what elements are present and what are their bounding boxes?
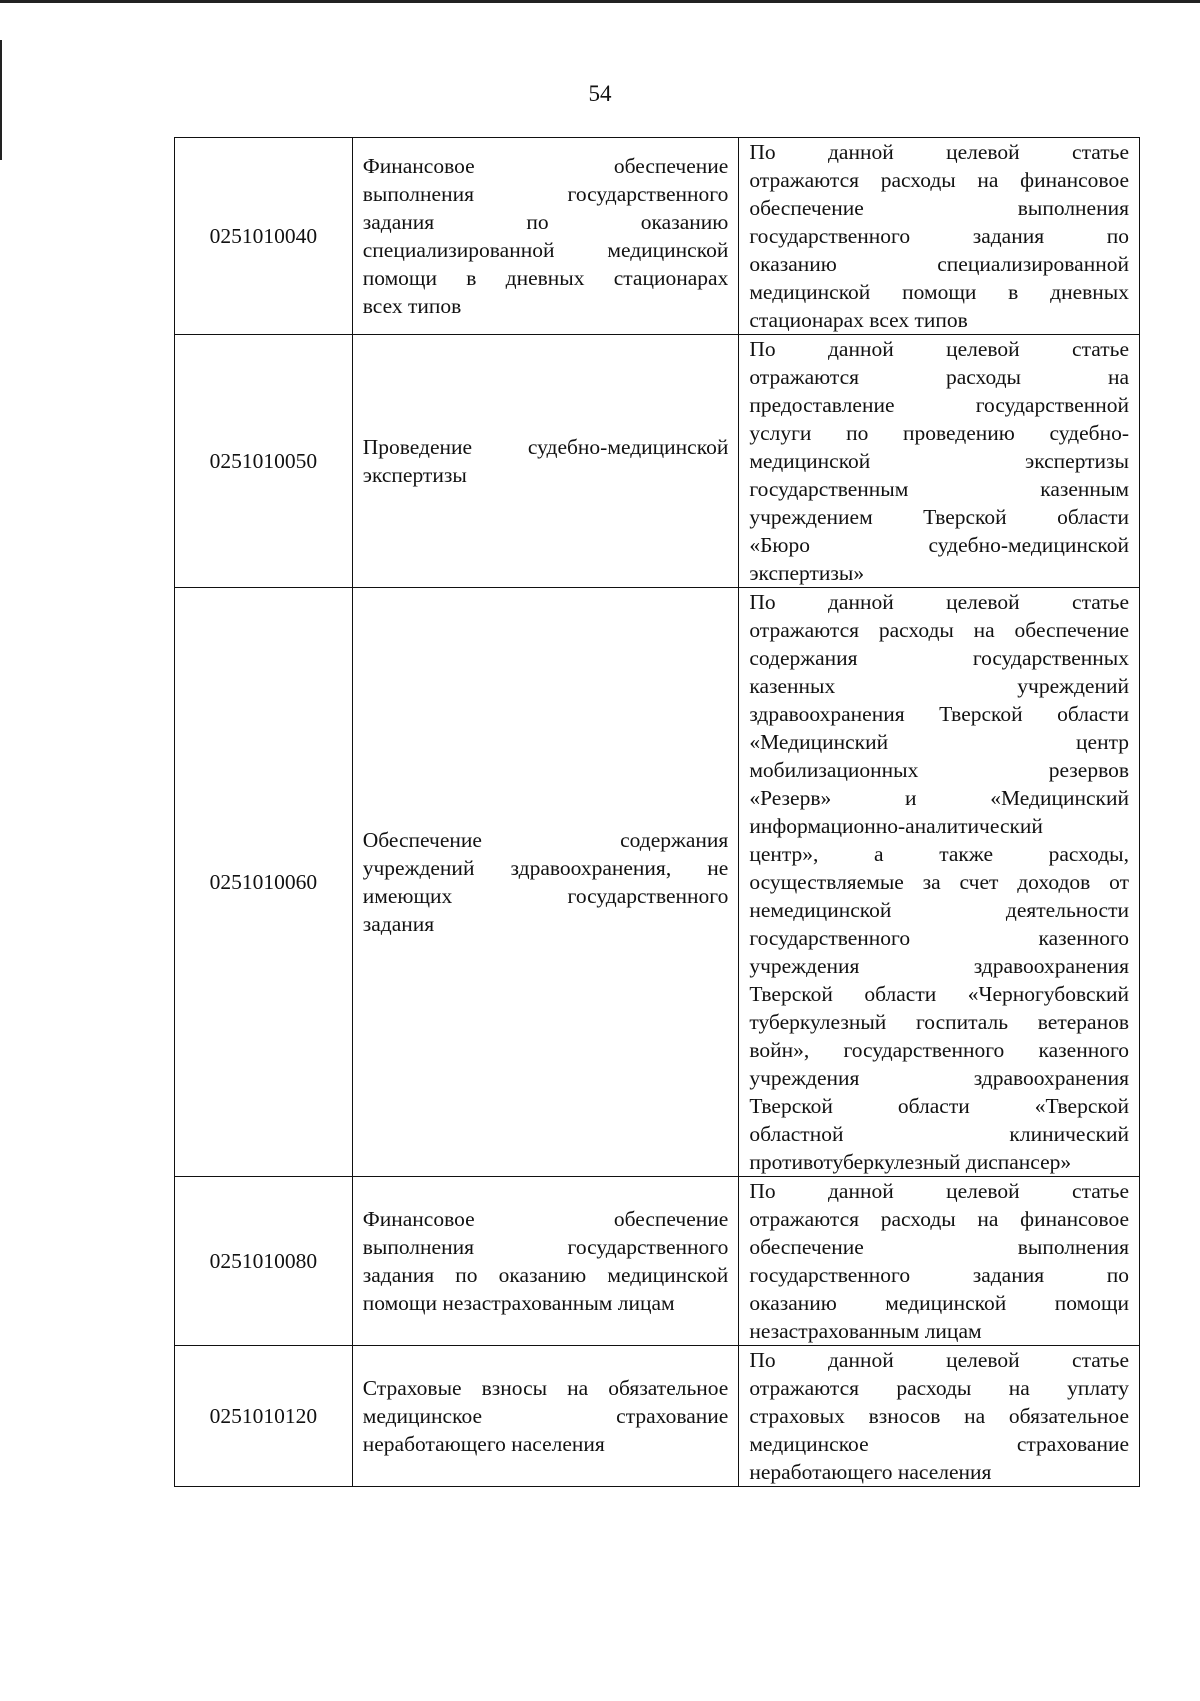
text-line: медицинской экспертизы bbox=[749, 449, 1129, 473]
target-article-name bbox=[352, 335, 739, 588]
text-line: центр», а также расходы, bbox=[749, 842, 1129, 866]
text-line: выполнения государственного bbox=[362, 182, 729, 206]
text-line: противотуберкулезный диспансер» bbox=[749, 1150, 1072, 1174]
text-line: отражаются расходы на bbox=[749, 365, 1129, 389]
text-line: государственного казенного bbox=[749, 926, 1129, 950]
page-number: 54 bbox=[588, 81, 612, 106]
text-line: По данной целевой статье bbox=[749, 590, 1129, 614]
text-line: «Бюро судебно-медицинской bbox=[749, 533, 1129, 557]
target-article-name bbox=[352, 1346, 739, 1487]
scan-top-edge bbox=[0, 0, 1200, 3]
target-article-code: 0251010040 bbox=[175, 138, 353, 335]
text-line: задания bbox=[362, 912, 435, 936]
table-body bbox=[175, 138, 1140, 1487]
text-line: государственного задания по bbox=[749, 224, 1129, 248]
text-line: медицинской помощи в дневных bbox=[749, 280, 1129, 304]
table-row bbox=[175, 1346, 1140, 1487]
text-line: услуги по проведению судебно- bbox=[749, 421, 1129, 445]
target-article-name bbox=[352, 588, 739, 1177]
text-line: медицинское страхование bbox=[749, 1432, 1129, 1456]
text-line: немедицинской деятельности bbox=[749, 898, 1129, 922]
table-row bbox=[175, 335, 1140, 588]
text-line: медицинское страхование bbox=[362, 1404, 729, 1428]
text-line: отражаются расходы на финансовое bbox=[749, 168, 1129, 192]
text-line: неработающего населения bbox=[749, 1460, 992, 1484]
budget-classification-table bbox=[174, 137, 1140, 1487]
text-line: содержания государственных bbox=[749, 646, 1129, 670]
target-article-code: 0251010080 bbox=[175, 1177, 353, 1346]
text-line: Тверской области «Тверской bbox=[749, 1094, 1129, 1118]
text-line: задания по оказанию медицинской bbox=[362, 1263, 729, 1287]
text-line: отражаются расходы на обеспечение bbox=[749, 618, 1129, 642]
text-line: оказанию медицинской помощи bbox=[749, 1291, 1129, 1315]
text-line: Финансовое обеспечение bbox=[362, 154, 729, 178]
text-line: неработающего населения bbox=[362, 1432, 605, 1456]
target-article-name bbox=[352, 1177, 739, 1346]
text-line: помощи незастрахованным лицам bbox=[362, 1291, 675, 1315]
text-line: государственного задания по bbox=[749, 1263, 1129, 1287]
text-line: незастрахованным лицам bbox=[749, 1319, 982, 1343]
table-row bbox=[175, 138, 1140, 335]
target-article-code: 0251010120 bbox=[175, 1346, 353, 1487]
text-line: страховых взносов на обязательное bbox=[749, 1404, 1129, 1428]
text-line: Проведение судебно-медицинской bbox=[362, 435, 729, 459]
text-line: учреждений здравоохранения, не bbox=[362, 856, 729, 880]
text-line: государственным казенным bbox=[749, 477, 1129, 501]
text-line: предоставление государственной bbox=[749, 393, 1129, 417]
target-article-description bbox=[739, 1346, 1140, 1487]
target-article-description bbox=[739, 588, 1140, 1177]
text-line: помощи в дневных стационарах bbox=[362, 266, 729, 290]
text-line: «Медицинский центр bbox=[749, 730, 1129, 754]
target-article-code: 0251010060 bbox=[175, 588, 353, 1177]
text-line: обеспечение выполнения bbox=[749, 196, 1129, 220]
text-line: учреждением Тверской области bbox=[749, 505, 1129, 529]
text-line: учреждения здравоохранения bbox=[749, 954, 1129, 978]
text-line: отражаются расходы на финансовое bbox=[749, 1207, 1129, 1231]
text-line: специализированной медицинской bbox=[362, 238, 729, 262]
text-line: мобилизационных резервов bbox=[749, 758, 1129, 782]
text-line: По данной целевой статье bbox=[749, 140, 1129, 164]
table-row bbox=[175, 1177, 1140, 1346]
text-line: учреждения здравоохранения bbox=[749, 1066, 1129, 1090]
text-line: Обеспечение содержания bbox=[362, 828, 729, 852]
text-line: По данной целевой статье bbox=[749, 1348, 1129, 1372]
target-article-code: 0251010050 bbox=[175, 335, 353, 588]
text-line: отражаются расходы на уплату bbox=[749, 1376, 1129, 1400]
text-line: информационно-аналитический bbox=[749, 814, 1043, 838]
text-line: казенных учреждений bbox=[749, 674, 1129, 698]
text-line: имеющих государственного bbox=[362, 884, 729, 908]
text-line: задания по оказанию bbox=[362, 210, 729, 234]
target-article-description bbox=[739, 1177, 1140, 1346]
text-line: войн», государственного казенного bbox=[749, 1038, 1129, 1062]
text-line: стационарах всех типов bbox=[749, 308, 968, 332]
text-line: выполнения государственного bbox=[362, 1235, 729, 1259]
text-line: Страховые взносы на обязательное bbox=[362, 1376, 729, 1400]
text-line: Тверской области «Черногубовский bbox=[749, 982, 1129, 1006]
text-line: экспертизы» bbox=[749, 561, 865, 585]
text-line: «Резерв» и «Медицинский bbox=[749, 786, 1129, 810]
text-line: здравоохранения Тверской области bbox=[749, 702, 1129, 726]
text-line: По данной целевой статье bbox=[749, 337, 1129, 361]
text-line: всех типов bbox=[362, 294, 462, 318]
target-article-description bbox=[739, 138, 1140, 335]
target-article-name bbox=[352, 138, 739, 335]
text-line: По данной целевой статье bbox=[749, 1179, 1129, 1203]
text-line: осуществляемые за счет доходов от bbox=[749, 870, 1129, 894]
table-row bbox=[175, 588, 1140, 1177]
target-article-description bbox=[739, 335, 1140, 588]
text-line: Финансовое обеспечение bbox=[362, 1207, 729, 1231]
text-line: туберкулезный госпиталь ветеранов bbox=[749, 1010, 1129, 1034]
text-line: экспертизы bbox=[362, 463, 467, 487]
text-line: обеспечение выполнения bbox=[749, 1235, 1129, 1259]
text-line: оказанию специализированной bbox=[749, 252, 1129, 276]
text-line: областной клинический bbox=[749, 1122, 1129, 1146]
